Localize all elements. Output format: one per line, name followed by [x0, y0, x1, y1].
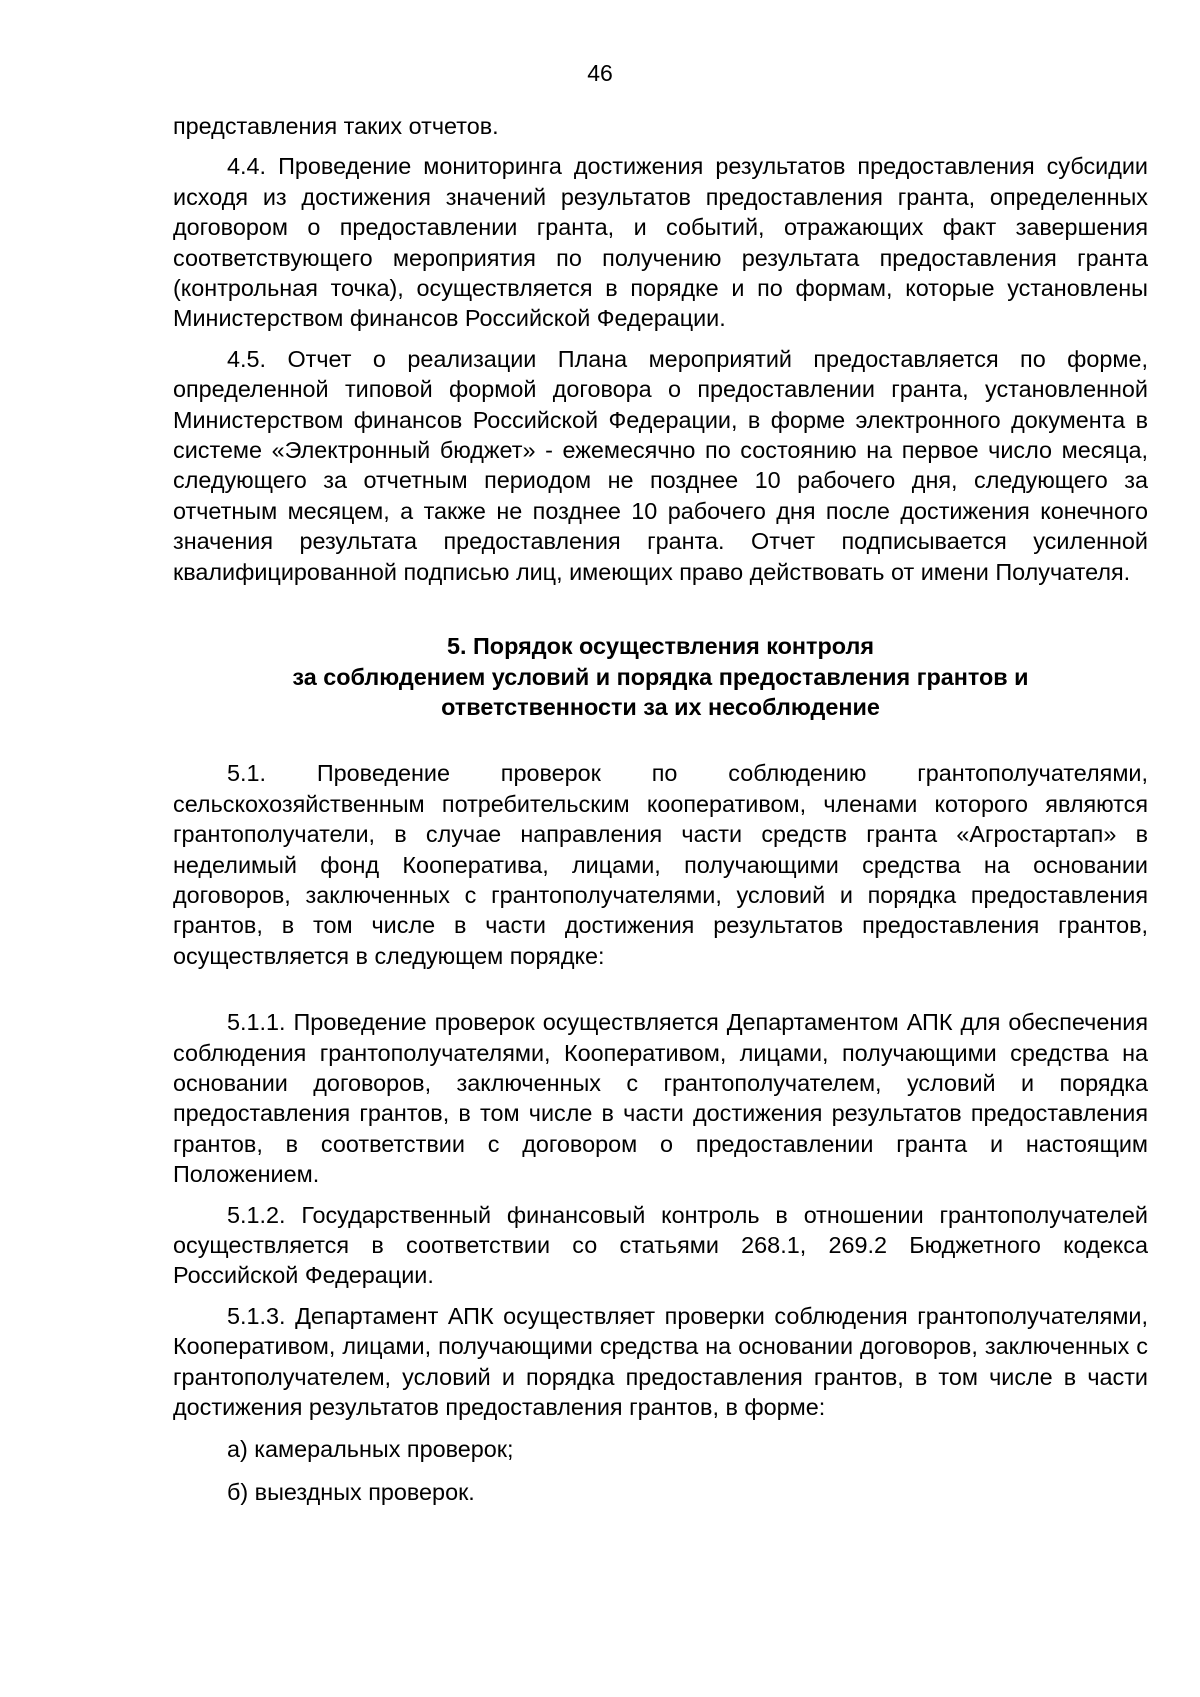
list-item-a: а) камеральных проверок; [227, 1436, 514, 1463]
page-number: 46 [587, 60, 613, 86]
paragraph-5-1-2: 5.1.2. Государственный финансовый контроль в отношении грантополучателей осуществляется в соответствии со статьями 268.1, 269.2 Бюджетного кодекса Российской Федерации. [173, 1201, 1148, 1289]
section-heading-line: 5. Порядок осуществления контроля [446, 633, 875, 660]
paragraph-continuation: представления таких отчетов. [173, 113, 499, 139]
paragraph-5-1: 5.1. Проведение проверок по соблюдению грантополучателями, сельскохозяйственным потребительским кооперативом, членами которого являются грантополучатели, в случае направления части средств гранта «Агростартап» в неделимый фонд Кооператива, лицами, получающими средства на основании договоров, заключенных с грантополучателями, условий и порядка предоставления грантов, в том числе в части достижения результатов предоставления грантов, осуществляется в следующем порядке: [173, 760, 1148, 969]
paragraph-4-4: 4.4. Проведение мониторинга достижения результатов предоставления субсидии исходя из достижения значений результатов предоставления гранта, определенных договором о предоставлении гранта, и событий, отражающих факт завершения соответствующего мероприятия по получению результата предоставления гранта (контрольная точка), осуществляется в порядке и по формам, которые установлены Министерством финансов Российской Федерации. [173, 153, 1148, 332]
section-heading-line: ответственности за их несоблюдение [441, 693, 880, 720]
paragraph-5-1-3: 5.1.3. Департамент АПК осуществляет проверки соблюдения грантополучателями, Кооперативом, лицами, получающими средства на основании договоров, заключенных с грантополучателем, условий и порядка предоставления грантов, в том числе в части достижения результатов предоставления грантов, в форме: [173, 1302, 1148, 1421]
document-body [173, 111, 1148, 1507]
section-heading-line: за соблюдением условий и порядка предоставления грантов и [292, 663, 1029, 690]
paragraph-4-5: 4.5. Отчет о реализации Плана мероприятий предоставляется по форме, определенной типовой формой договора о предоставлении гранта, установленной Министерством финансов Российской Федерации, в форме электронного документа в системе «Электронный бюджет» - ежемесячно по состоянию на первое число месяца, следующего за отчетным периодом не позднее 10 рабочего дня, следующего за отчетным месяцем, а также не позднее 10 рабочего дня после достижения конечного значения результата предоставления гранта. Отчет подписывается усиленной квалифицированной подписью лиц, имеющих право действовать от имени Получателя. [173, 345, 1148, 585]
list-item-b: б) выездных проверок. [227, 1478, 475, 1505]
section-5-heading [173, 631, 1148, 722]
paragraph-5-1-1: 5.1.1. Проведение проверок осуществляется Департаментом АПК для обеспечения соблюдения грантополучателями, Кооперативом, лицами, получающими средства на основании договоров, заключенных с грантополучателем, условий и порядка предоставления грантов, в том числе в части достижения результатов предоставления грантов, в соответствии с договором о предоставлении гранта и настоящим Положением. [173, 1009, 1148, 1188]
